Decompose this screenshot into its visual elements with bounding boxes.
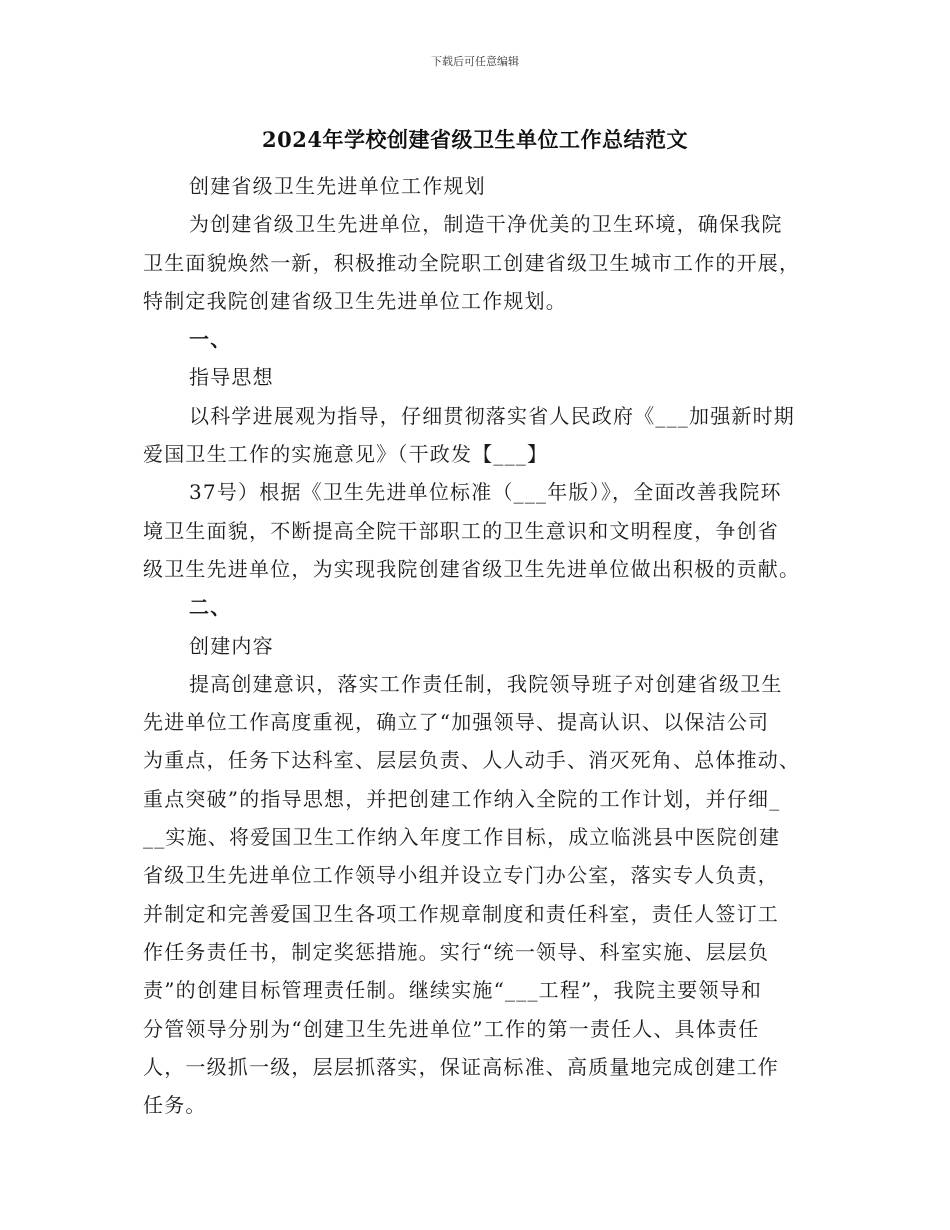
header-note: 下载后可任意编辑 (431, 55, 519, 68)
paragraph-line: __实施、将爱国卫生工作纳入年度工作目标，成立临洮县中医院创建 (143, 825, 781, 850)
paragraph-line: 任务。 (143, 1093, 207, 1118)
paragraph-line: 37号）根据《卫生先进单位标准（___年版）》，全面改善我院环 (189, 480, 782, 505)
paragraph-line: 提高创建意识，落实工作责任制，我院领导班子对创建省级卫生 (189, 671, 783, 696)
paragraph-line: 爱国卫生工作的实施意见》（干政发【___】 (143, 442, 549, 467)
document-title: 2024年学校创建省级卫生单位工作总结范文 (262, 127, 688, 152)
paragraph-line: 境卫生面貌，不断提高全院干部职工的卫生意识和文明程度，争创省 (143, 518, 779, 543)
paragraph-line: 省级卫生先进单位工作领导小组并设立专门办公室，落实专人负责， (143, 863, 779, 888)
paragraph-line: 先进单位工作高度重视，确立了“加强领导、提高认识、以保洁公司 (143, 710, 770, 735)
paragraph-line: 以科学进展观为指导，仔细贯彻落实省人民政府《___加强新时期 (189, 403, 795, 428)
section-heading: 指导思想 (189, 365, 274, 390)
paragraph-line: 作任务责任书，制定奖惩措施。实行“统一领导、科室实施、层层负 (143, 939, 770, 964)
paragraph-line: 重点突破”的指导思想，并把创建工作纳入全院的工作计划，并仔细_ (143, 786, 781, 811)
section-number: 一、 (189, 327, 232, 352)
section-heading: 创建内容 (189, 633, 274, 658)
paragraph-line: 为创建省级卫生先进单位，制造干净优美的卫生环境，确保我院 (189, 212, 783, 237)
paragraph-line: 卫生面貌焕然一新，积极推动全院职工创建省级卫生城市工作的开展， (143, 250, 801, 275)
section-number: 二、 (189, 595, 232, 620)
paragraph-line: 级卫生先进单位，为实现我院创建省级卫生先进单位做出积极的贡献。 (143, 556, 801, 581)
paragraph-line: 责”的创建目标管理责任制。继续实施“___工程”，我院主要领导和 (143, 978, 763, 1003)
paragraph-line: 人，一级抓一级，层层抓落实，保证高标准、高质量地完成创建工作 (143, 1054, 779, 1079)
paragraph-line: 并制定和完善爱国卫生各项工作规章制度和责任科室，责任人签订工 (143, 901, 779, 926)
document-body (143, 167, 823, 1124)
paragraph-line: 特制定我院创建省级卫生先进单位工作规划。 (143, 288, 567, 313)
paragraph-line: 创建省级卫生先进单位工作规划 (189, 174, 486, 198)
paragraph-line: 分管领导分别为“创建卫生先进单位”工作的第一责任人、具体责任 (143, 1016, 760, 1041)
paragraph-line: 为重点，任务下达科室、层层负责、人人动手、消灭死角、总体推动、 (143, 748, 801, 773)
